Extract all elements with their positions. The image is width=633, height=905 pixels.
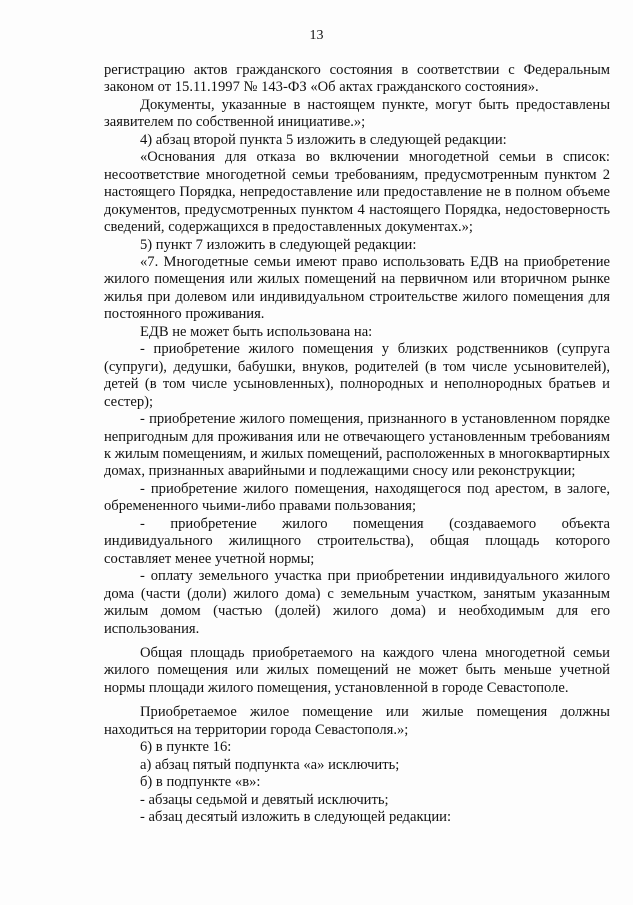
list-item-area-norm: - приобретение жилого помещения (создаваемого объекта индивидуального жилищного строительства), общая площадь которого составляет менее учетной нормы; bbox=[104, 515, 610, 567]
paragraph-clause-7: «7. Многодетные семьи имеют право использовать ЕДВ на приобретение жилого помещения или жилых помещений на первичном или вторичном рынке жилья при долевом или индивидуальном строительстве жилого помещения для постоянного проживания. bbox=[104, 253, 610, 323]
list-item-arrest: - приобретение жилого помещения, находящегося под арестом, в залоге, обремененного чьими-либо правами пользования; bbox=[104, 480, 610, 515]
paragraph-amendment-4: 4) абзац второй пункта 5 изложить в следующей редакции: bbox=[140, 131, 507, 148]
paragraph-territory: Приобретаемое жилое помещение или жилые помещения должны находиться на территории города Севастополя.»; bbox=[104, 704, 610, 738]
paragraph-continuation: регистрацию актов гражданского состояния в соответствии с Федеральным законом от 15.11.1997 № 143-ФЗ «Об актах гражданского состояния». bbox=[104, 62, 610, 96]
list-item-land-payment: - оплату земельного участка при приобретении индивидуального жилого дома (части (доли) жилого дома) с земельным участком, занятым указанным жилым домом (частью (долей) жилого дома) и необходимым для его использования. bbox=[104, 568, 610, 637]
document-body bbox=[104, 62, 610, 826]
paragraph-sub-b: б) в подпункте «в»: bbox=[140, 774, 261, 791]
paragraph-documents-note: Документы, указанные в настоящем пункте, могут быть предоставлены заявителем по собственной инициативе.»; bbox=[104, 96, 610, 131]
paragraph-total-area: Общая площадь приобретаемого на каждого члена многодетной семьи жилого помещения или жилых помещений не может быть меньше учетной нормы площади жилого помещения, установленной в городе Севастополе. bbox=[104, 644, 610, 696]
list-item-exclude-paragraphs: - абзацы седьмой и девятый исключить; bbox=[140, 791, 389, 808]
page-number: 13 bbox=[309, 28, 324, 43]
paragraph-amendment-6: 6) в пункте 16: bbox=[140, 739, 232, 756]
paragraph-edv-restrictions: ЕДВ не может быть использована на: bbox=[140, 323, 373, 340]
list-item-unfit-housing: - приобретение жилого помещения, признанного в установленном порядке непригодным для проживания или не отвечающего установленным требованиям к жилым помещениям, и жилых помещений, расположенных в многоквартирных домах, признанных аварийными и подлежащими сносу или реконструкции; bbox=[104, 411, 610, 480]
paragraph-sub-a: а) абзац пятый подпункта «а» исключить; bbox=[140, 756, 400, 773]
list-item-relatives: - приобретение жилого помещения у близких родственников (супруга (супруги), дедушки, бабушки, внуков, родителей (в том числе усыновителей), детей (в том числе усыновленных), полнородных и неполнородных братьев и сестер); bbox=[104, 341, 610, 410]
paragraph-refusal-grounds: «Основания для отказа во включении многодетной семьи в список: несоответствие многодетной семьи требованиям, предусмотренным пунктом 2 настоящего Порядка, непредоставление или предоставление не в полном объеме документов, предусмотренных пунктом 4 настоящего Порядка, недостоверность сведений, содержащихся в предоставленных документах.»; bbox=[104, 149, 610, 236]
list-item-paragraph-ten: - абзац десятый изложить в следующей редакции: bbox=[140, 809, 452, 826]
paragraph-amendment-5: 5) пункт 7 изложить в следующей редакции: bbox=[140, 236, 417, 253]
